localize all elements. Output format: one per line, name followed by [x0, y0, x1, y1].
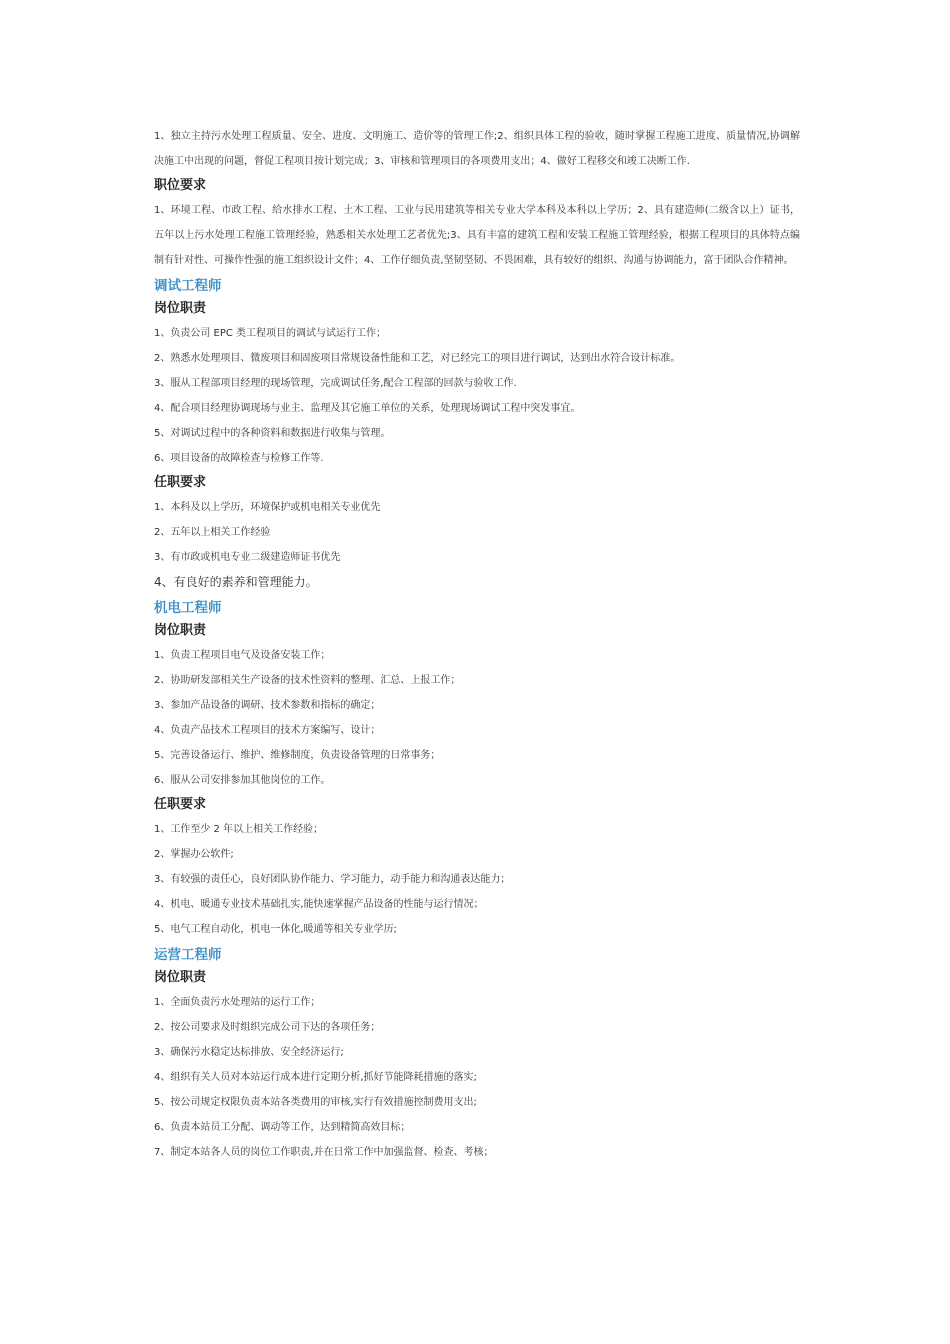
list-item: 2、熟悉水处理项目、微废项目和固废项目常规设备性能和工艺，对已经完工的项目进行调试，达到出水符合设计标准。	[154, 353, 681, 364]
mech-req-heading: 任职要求	[154, 797, 207, 812]
list-item: 5、电气工程自动化，机电一体化,暖通等相关专业学历;	[154, 924, 397, 935]
list-item: 3、有较强的责任心，良好团队协作能力、学习能力，动手能力和沟通表达能力；	[154, 874, 511, 885]
mech-duty-heading: 岗位职责	[154, 623, 207, 638]
mech-duty-list	[154, 643, 800, 793]
ops-duty-list	[154, 990, 800, 1165]
list-item: 1、负责工程项目电气及设备安装工作；	[154, 650, 331, 661]
list-item: 5、完善设备运行、维护、维修制度，负责设备管理的日常事务；	[154, 750, 441, 761]
debug-engineer-title: 调试工程师	[154, 278, 222, 294]
list-item: 2、五年以上相关工作经验	[154, 527, 271, 538]
list-item: 1、全面负责污水处理站的运行工作；	[154, 997, 321, 1008]
list-item: 2、按公司要求及时组织完成公司下达的各项任务；	[154, 1022, 381, 1033]
debug-duty-list	[154, 321, 800, 471]
list-item: 2、协助研发部相关生产设备的技术性资料的整理、汇总、上报工作；	[154, 675, 461, 686]
list-item: 5、按公司规定权限负责本站各类费用的审核,实行有效措施控制费用支出;	[154, 1097, 477, 1108]
list-item: 4、负责产品技术工程项目的技术方案编写、设计；	[154, 725, 381, 736]
ops-duty-heading: 岗位职责	[154, 970, 207, 985]
list-item: 4、配合项目经理协调现场与业主、监理及其它施工单位的关系，处理现场调试工程中突发事宜。	[154, 403, 581, 414]
list-item: 3、参加产品设备的调研、技术参数和指标的确定；	[154, 700, 381, 711]
debug-req-list	[154, 495, 800, 595]
debug-req-heading: 任职要求	[154, 475, 207, 490]
list-item: 4、有良好的素养和管理能力。	[154, 575, 318, 589]
mech-req-list	[154, 817, 800, 942]
list-item: 1、负责公司 EPC 类工程项目的调试与试运行工作；	[154, 328, 387, 339]
list-item: 5、对调试过程中的各种资料和数据进行收集与管理。	[154, 428, 391, 439]
list-item: 3、确保污水稳定达标排放、安全经济运行;	[154, 1047, 344, 1058]
list-item: 1、工作至少 2 年以上相关工作经验；	[154, 824, 324, 835]
list-item: 2、掌握办公软件;	[154, 849, 234, 860]
position-requirements-heading: 职位要求	[154, 178, 207, 193]
list-item: 6、项目设备的故障检查与检修工作等.	[154, 453, 324, 464]
list-item: 3、服从工程部项目经理的现场管理，完成调试任务,配合工程部的回款与验收工作.	[154, 378, 517, 389]
mech-engineer-title: 机电工程师	[154, 600, 222, 616]
list-item: 7、制定本站各人员的岗位工作职责,并在日常工作中加强监督、检查、考核；	[154, 1147, 494, 1158]
position-requirements-paragraph: 1、环境工程、市政工程、给水排水工程、土木工程、工业与民用建筑等相关专业大学本科及本科以上学历；2、具有建造师(二级含以上）证书，五年以上污水处理工程施工管理经验，熟悉相关水处理工艺者优先;3、具有丰富的建筑工程和安装工程施工管理经验，根据工程项目的具体特点编制有针对性、可操作性强的施工组织设计文件；4、工作仔细负责,坚韧坚韧、不畏困难，具有较好的组织、沟通与协调能力，富于团队合作精神。	[154, 205, 800, 266]
intro-paragraph: 1、独立主持污水处理工程质量、安全、进度、文明施工、造价等的管理工作;2、组织具体工程的验收，随时掌握工程施工进度、质量情况,协调解决施工中出现的问题，督促工程项目按计划完成；3、审核和管理项目的各项费用支出；4、做好工程移交和竣工决断工作.	[154, 131, 800, 167]
ops-engineer-title: 运营工程师	[154, 947, 222, 963]
debug-duty-heading: 岗位职责	[154, 301, 207, 316]
list-item: 4、机电、暖通专业技术基础扎实,能快速掌握产品设备的性能与运行情况；	[154, 899, 484, 910]
list-item: 3、有市政或机电专业二级建造师证书优先	[154, 552, 341, 563]
list-item: 4、组织有关人员对本站运行成本进行定期分析,抓好节能降耗措施的落实;	[154, 1072, 477, 1083]
list-item: 1、本科及以上学历，环境保护或机电相关专业优先	[154, 502, 381, 513]
list-item: 6、服从公司安排参加其他岗位的工作。	[154, 775, 331, 786]
list-item: 6、负责本站员工分配、调动等工作，达到精简高效目标；	[154, 1122, 411, 1133]
document-page	[154, 124, 800, 1165]
